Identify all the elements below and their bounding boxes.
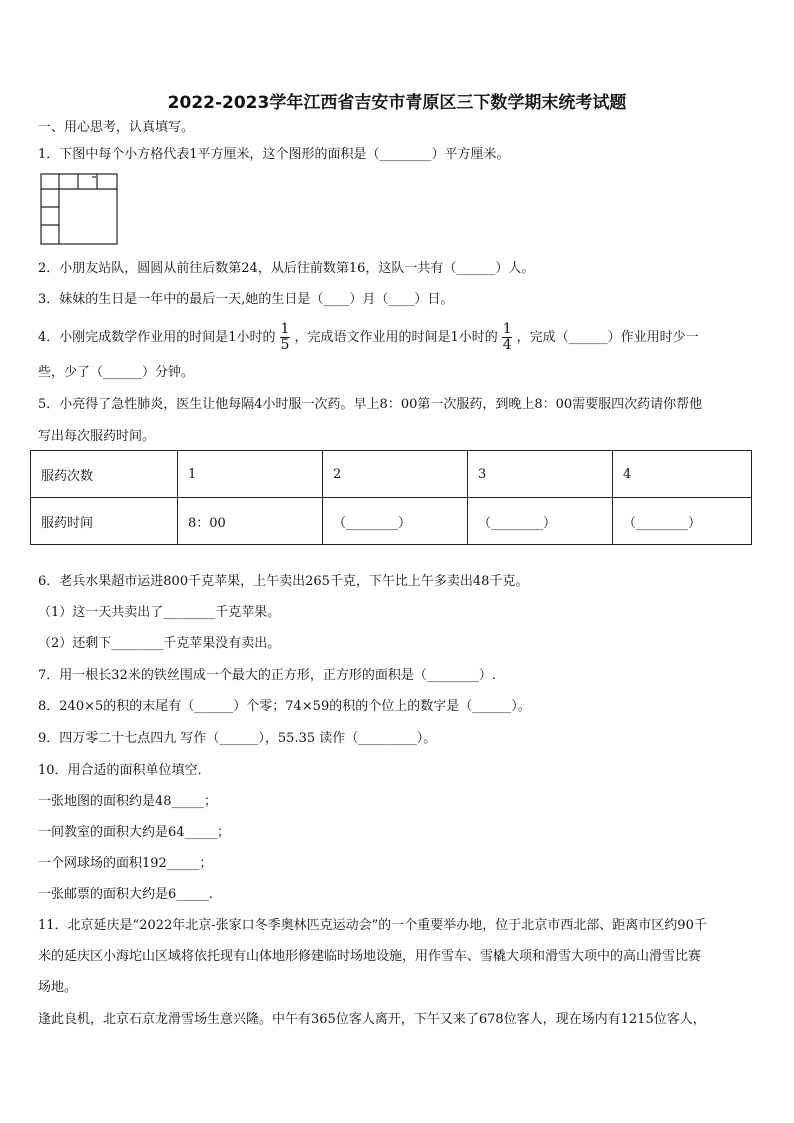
question-4-line2: 些，少了（______）分钟。 <box>38 365 195 380</box>
question-11-line1: 11．北京延庆是“2022年北京-张家口冬季奥林匹克运动会”的一个重要举办地，位于北京市西北部、距离市区约90千 <box>38 918 707 933</box>
list-item: 一间教室的面积大约是64_____； <box>38 825 231 840</box>
medicine-schedule-table <box>30 450 752 545</box>
table-cell: 3 <box>468 451 613 498</box>
page-title: 2022-2023学年江西省吉安市青原区三下数学期末统考试题 <box>167 93 627 113</box>
q4-part-c: ，完成（______）作业用时少一 <box>516 330 699 345</box>
grid-figure <box>40 173 118 245</box>
table-cell: 8：00 <box>178 498 323 545</box>
square-grid-diagram <box>40 173 118 245</box>
question-6-sub2: （2）还剩下________千克苹果没有卖出。 <box>38 636 281 651</box>
frac2-numerator: 1 <box>502 321 512 337</box>
question-5-line1: 5．小亮得了急性肺炎，医生让他每隔4小时服一次药。早上8：00第一次服药，到晚上8：00需要服四次药请你帮他 <box>38 397 703 412</box>
table-cell: 2 <box>323 451 468 498</box>
q4-part-b: ，完成语文作业用的时间是1小时的 <box>294 330 498 345</box>
question-6-sub1: （1）这一天共卖出了________千克苹果。 <box>38 605 281 620</box>
question-10: 10．用合适的面积单位填空． <box>38 763 211 778</box>
question-2: 2．小朋友站队，圆圆从前往后数第24，从后往前数第16，这队一共有（______）人。 <box>38 261 535 276</box>
question-9: 9．四万零二十七点四九 写作（______），55.35 读作（_________）。 <box>38 731 437 746</box>
question-11-line4: 逢此良机，北京石京龙滑雪场生意兴隆。中午有365位客人离开，下午又来了678位客人，现在场内有1215位客人， <box>38 1012 706 1027</box>
frac2-denominator: 4 <box>502 337 512 353</box>
question-3: 3．妹妹的生日是一年中的最后一天,她的生日是（____）月（____）日。 <box>38 292 454 307</box>
list-item: 一个网球场的面积192_____； <box>38 856 213 871</box>
table-cell: 服药时间 <box>31 498 178 545</box>
question-11-line2: 米的延庆区小海坨山区域将依托现有山体地形修建临时场地设施，用作雪车、雪橇大项和滑雪大项中的高山滑雪比赛 <box>38 949 702 964</box>
table-cell-blank[interactable]: （________） <box>613 498 752 545</box>
table-row <box>31 451 752 498</box>
table-cell-blank[interactable]: （________） <box>323 498 468 545</box>
fraction-one-fourth <box>501 322 514 353</box>
section-heading: 一、用心思考，认真填写。 <box>38 120 195 135</box>
table-cell: 4 <box>613 451 752 498</box>
question-1: 1．下图中每个小方格代表1平方厘米，这个图形的面积是（________）平方厘米。 <box>38 147 510 162</box>
question-5-line2: 写出每次服药时间。 <box>38 429 156 444</box>
question-4 <box>38 322 699 354</box>
list-item: 一张邮票的面积大约是6_____. <box>38 887 213 902</box>
question-8: 8．240×5的积的末尾有（______）个零；74×59的积的个位上的数字是（______）。 <box>38 699 531 714</box>
table-cell-blank[interactable]: （________） <box>468 498 613 545</box>
table-cell: 服药次数 <box>31 451 178 498</box>
table-cell: 1 <box>178 451 323 498</box>
fraction-one-fifth <box>279 322 292 353</box>
frac1-numerator: 1 <box>280 321 290 337</box>
question-7: 7．用一根长32米的铁丝围成一个最大的正方形，正方形的面积是（________）. <box>38 668 496 683</box>
question-6: 6．老兵水果超市运进800千克苹果，上午卖出265千克，下午比上午多卖出48千克。 <box>38 574 529 589</box>
q4-part-a: 4．小刚完成数学作业用的时间是1小时的 <box>38 330 276 345</box>
list-item: 一张地图的面积约是48_____； <box>38 794 218 809</box>
question-11-line3: 场地。 <box>38 980 78 995</box>
table-row <box>31 498 752 545</box>
frac1-denominator: 5 <box>280 337 290 353</box>
